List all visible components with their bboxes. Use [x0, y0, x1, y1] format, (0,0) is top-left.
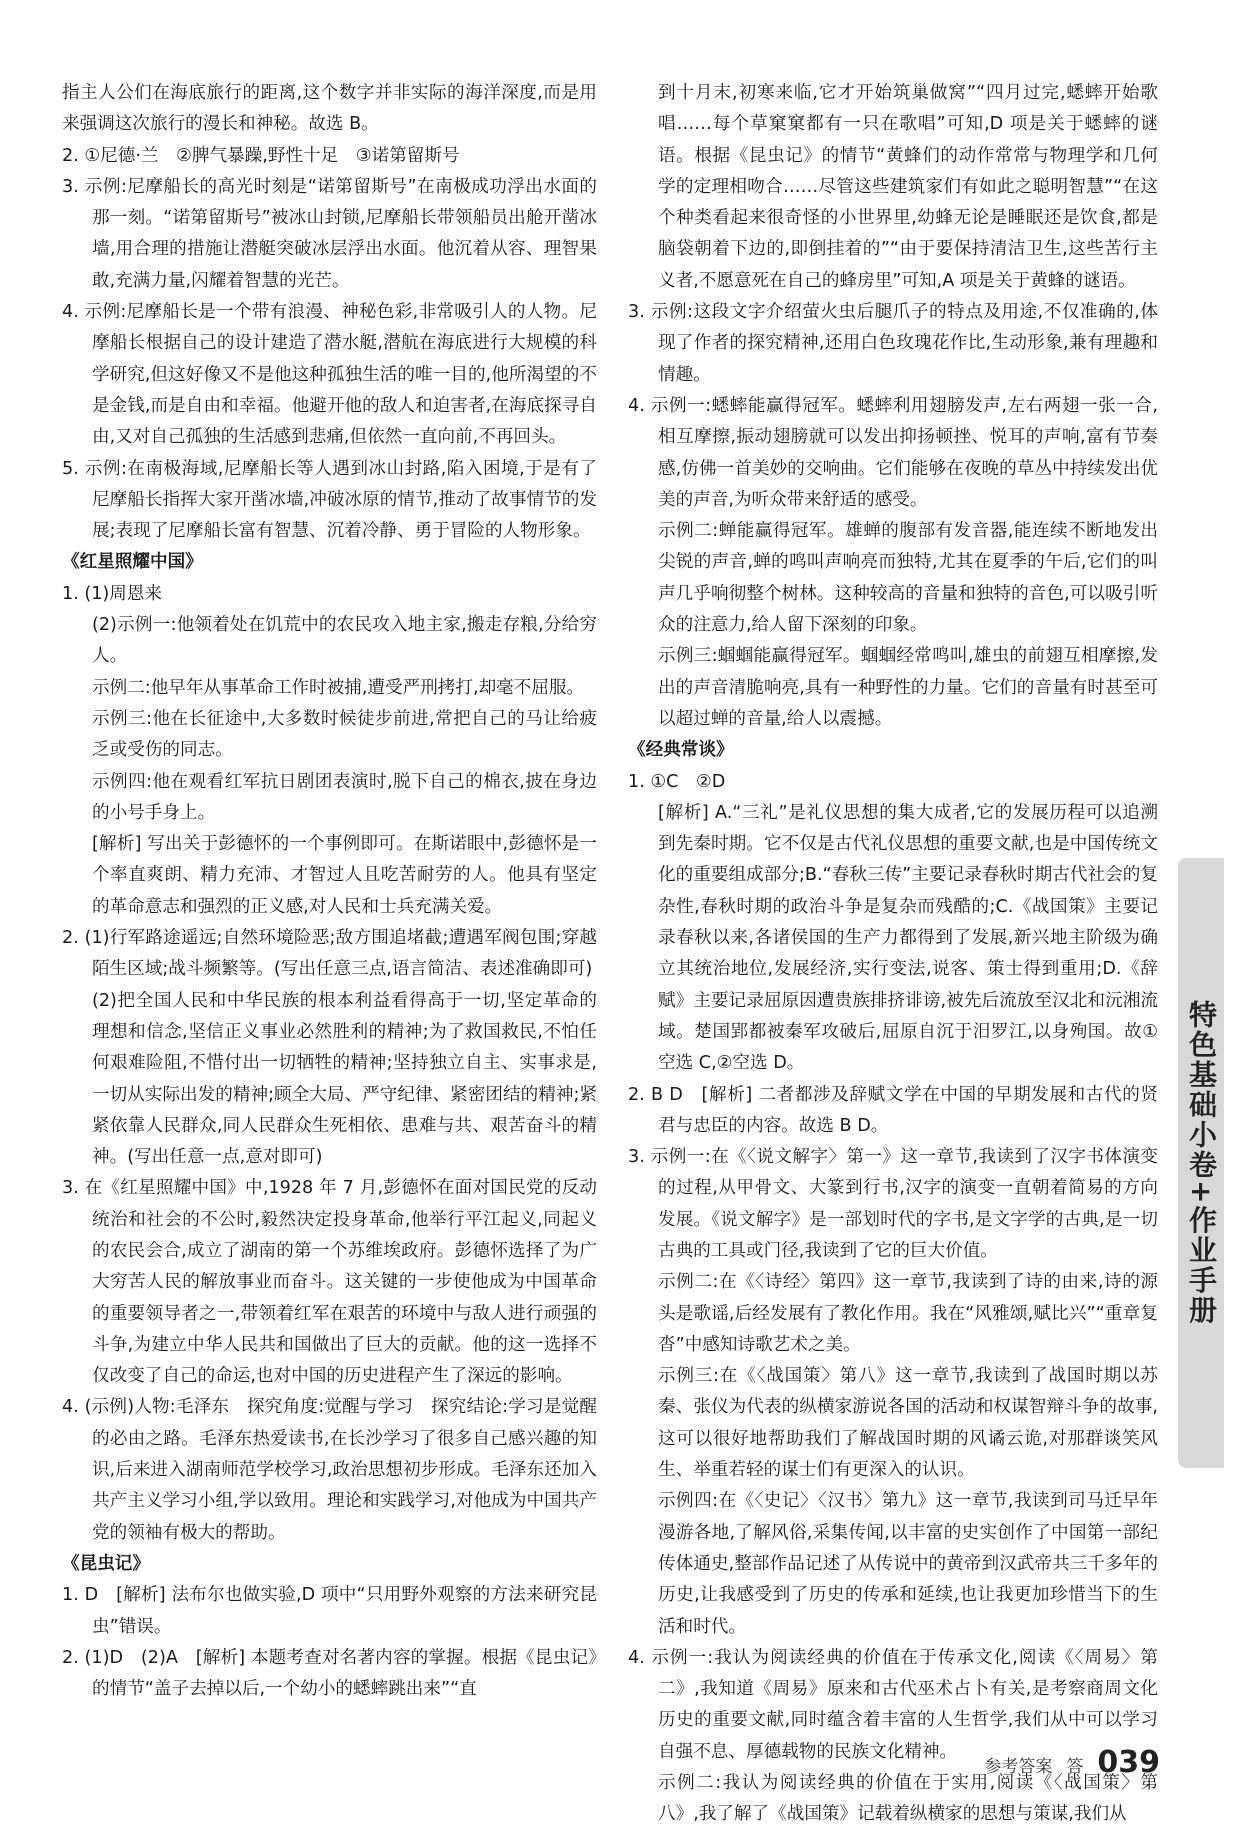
answer-item: 3. 在《红星照耀中国》中,1928 年 7 月,彭德怀在面对国民党的反动统治和社会的不公时,毅然决定投身革命,他举行平江起义,同起义的农民会合,成立了湖南的第一个苏维埃政府。彭德怀选择了为广大穷苦人民的解放事业而奋斗。这关键的一步使他成为中国革命的重要领导者之一,带领着红军在艰苦的环境中与敌人进行顽强的斗争,为建立中华人民共和国做出了巨大的贡献。他的这一选择不仅改变了自己的命运,也对中国的历史进程产生了深远的影响。 [62, 1178, 597, 1387]
answer-item: 4. 示例:尼摩船长是一个带有浪漫、神秘色彩,非常吸引人的人物。尼摩船长根据自己的设计建造了潜水艇,潜航在海底进行大规模的科学研究,但这好像又不是他这种孤独生活的唯一目的,他所渴望的不是金钱,而是自由和幸福。他避开他的敌人和迫害者,在海底探寻自由,又对自己孤独的生活感到悲痛,但依然一直向前,不再回头。 [62, 302, 597, 448]
answer-text: 示例四:他在观看红军抗日剧团表演时,脱下自己的棉衣,披在身边的小号手身上。 [92, 771, 597, 823]
answer-item: 3. 示例:这段文字介绍萤火虫后腿爪子的特点及用途,不仅准确的,体现了作者的探究精神,还用白色玫瑰花作比,生动形象,兼有理趣和情趣。 [628, 302, 1158, 385]
answer-text: [解析] A.“三礼”是礼仪思想的集大成者,它的发展历程可以追溯到先秦时期。它不仅是古代礼仪思想的重要文献,也是中国传统文化的重要组成部分;B.“春秋三传”主要记录春秋时期古代社会的复杂性,春秋时期的政治斗争是复杂而残酷的;C.《战国策》主要记录春秋以来,各诸侯国的生产力都得到了发展,新兴地主阶级为确立其统治地位,发展经济,实行变法,说客、策士得到重用;D.《辞赋》主要记录屈原因遭贵族排挤诽谤,被先后流放至汉北和沅湘流域。楚国郢都被秦军攻破后,屈原自沉于汨罗江,以身殉国。故①空选 C,②空选 D。 [658, 802, 1158, 1074]
answer-item: 4. (示例)人物:毛泽东 探究角度:觉醒与学习 探究结论:学习是觉醒的必由之路。毛泽东热爱读书,在长沙学习了很多自己感兴趣的知识,后来进入湖南师范学校学习,政治思想初步形成。毛泽东还加入共产主义学习小组,学以致用。理论和实践学习,对他成为中国共产党的领袖有极大的帮助。 [62, 1397, 597, 1543]
answer-text: 示例四:在《〈史记〉〈汉书〉第九》这一章节,我读到司马迁早年漫游各地,了解风俗,采集传闻,以丰富的史实创作了中国第一部纪传体通史,整部作品记述了从传说中的黄帝到汉武帝共三千多年的历史,让我感受到了历史的传承和延续,也让我更加珍惜当下的生活和时代。 [658, 1491, 1158, 1637]
answer-text: 示例二:他早年从事革命工作时被捕,遭受严刑拷打,却毫不屈服。 [92, 677, 585, 698]
answer-item: 1. ①C ②D [628, 771, 726, 792]
answer-text: 示例三:蝈蝈能赢得冠军。蝈蝈经常鸣叫,雄虫的前翅互相摩擦,发出的声音清脆响亮,具有一种野性的力量。它们的音量有时甚至可以超过蝉的音量,给人以震撼。 [658, 646, 1158, 729]
section-heading: 《昆虫记》 [62, 1553, 150, 1574]
answer-item: 2. (1)D (2)A [解析] 本题考查对名著内容的掌握。根据《昆虫记》的情节“盖子去掉以后,一个幼小的蟋蟀跳出来”“直 [62, 1647, 597, 1700]
answer-item: 3. 示例一:在《〈说文解字〉第一》这一章节,我读到了汉字书体演变的过程,从甲骨文、大篆到行书,汉字的演变一直朝着简易的方向发展。《说文解字》是一部划时代的字书,是文字学的古典,是一切古典的工具或门径,我读到了它的巨大价值。 [628, 1147, 1158, 1261]
answer-text: 示例二:我认为阅读经典的价值在于实用,阅读《〈战国策〉第八》,我了解了《战国策》记载着纵横家的思想与策谋,我们从 [658, 1773, 1158, 1825]
side-tab [1178, 858, 1224, 1468]
answer-text: 示例二:蝉能赢得冠军。雄蝉的腹部有发音器,能连续不断地发出尖锐的声音,蝉的鸣叫声响亮而独特,尤其在夏季的午后,它们的叫声几乎响彻整个树林。这种较高的音量和独特的音色,可以吸引听众的注意力,给人留下深刻的印象。 [658, 521, 1158, 636]
answer-text: 示例三:在《〈战国策〉第八》这一章节,我读到了战国时期以苏秦、张仪为代表的纵横家游说各国的活动和权谋智辩斗争的故事,这可以很好地帮助我们了解战国时期的风谲云诡,对那群谈笑风生、举重若轻的谋士们有更深入的认识。 [658, 1366, 1158, 1481]
answer-text: 指主人公们在海底旅行的距离,这个数字并非实际的海洋深度,而是用来强调这次旅行的漫长和神秘。故选 B。 [62, 83, 597, 135]
left-column [62, 78, 597, 1705]
right-column [628, 78, 1158, 1831]
answer-text: [解析] 写出关于彭德怀的一个事例即可。在斯诺眼中,彭德怀是一个率直爽朗、精力充沛、才智过人且吃苦耐劳的人。他具有坚定的革命意志和强烈的正义感,对人民和士兵充满关爱。 [92, 834, 597, 917]
footer-prefix: 答 [1066, 1757, 1084, 1777]
answer-item: 1. D [解析] 法布尔也做实验,D 项中“只用野外观察的方法来研究昆虫”错误。 [62, 1585, 597, 1637]
answer-text: 到十月末,初寒来临,它才开始筑巢做窝”“四月过完,蟋蟀开始歌唱……每个草窠窠都有一只在歌唱”可知,D 项是关于蟋蟀的谜语。根据《昆虫记》的情节“黄蜂们的动作常常与物理学和几何学的定理相吻合……尽管这些建筑家们有如此之聪明智慧”“在这个种类看起来很奇怪的小世界里,幼蜂无论是睡眠还是饮食,都是脑袋朝着下边的,即倒挂着的”“由于要保持清洁卫生,这些苦行主义者,不愿意死在自己的蜂房里”可知,A 项是关于黄蜂的谜语。 [658, 83, 1158, 291]
answer-item: 4. 示例一:蟋蟀能赢得冠军。蟋蟀利用翅膀发声,左右两翅一张一合,相互摩擦,振动翅膀就可以发出抑扬顿挫、悦耳的声响,富有节奏感,仿佛一首美妙的交响曲。它们能够在夜晚的草丛中持续发出优美的声音,为听众带来舒适的感受。 [628, 395, 1158, 510]
answer-text: (2)把全国人民和中华民族的根本利益看得高于一切,坚定革命的理想和信念,坚信正义事业必然胜利的精神;为了救国救民,不怕任何艰难险阻,不惜付出一切牺牲的精神;坚持独立自主、实事求是,一切从实际出发的精神;顾全大局、严守纪律、紧密团结的精神;紧紧依靠人民群众,同人民群众生死相依、患难与共、艰苦奋斗的精神。(写出任意一点,意对即可) [92, 990, 597, 1168]
answer-item: 4. 示例一:我认为阅读经典的价值在于传承文化,阅读《〈周易〉第二》,我知道《周易》原来和古代巫术占卜有关,是考察商周文化历史的重要文献,同时蕴含着丰富的人生哲学,我们从中可以学习自强不息、厚德载物的民族文化精神。 [628, 1647, 1158, 1762]
page-footer [984, 1745, 1160, 1780]
answer-item: 1. (1)周恩来 [62, 583, 163, 604]
answer-item: 2. (1)行军路途遥远;自然环境险恶;敌方围追堵截;遭遇军阀包围;穿越陌生区域;战斗频繁等。(写出任意三点,语言简洁、表述准确即可) [62, 928, 597, 980]
answer-item: 2. B D [解析] 二者都涉及辞赋文学在中国的早期发展和古代的贤君与忠臣的内容。故选 B D。 [628, 1084, 1158, 1136]
section-heading: 《经典常谈》 [628, 740, 734, 761]
footer-label: 参考答案 [984, 1757, 1053, 1777]
section-heading: 《红星照耀中国》 [62, 552, 203, 573]
answer-item: 5. 示例:在南极海域,尼摩船长等人遇到冰山封路,陷入困境,于是有了尼摩船长指挥大家开凿冰墙,冲破冰原的情节,推动了故事情节的发展;表现了尼摩船长富有智慧、沉着冷静、勇于冒险的人物形象。 [62, 458, 597, 542]
answer-item: 2. ①尼德·兰 ②脾气暴躁,野性十足 ③诺第留斯号 [62, 145, 460, 166]
side-tab-label: 特色基础小卷+作业手册 [1185, 1000, 1218, 1326]
answer-item: 3. 示例:尼摩船长的高光时刻是“诺第留斯号”在南极成功浮出水面的那一刻。“诺第留斯号”被冰山封锁,尼摩船长带领船员出舱开凿冰墙,用合理的措施让潜艇突破冰层浮出水面。他沉着从容、理智果敢,充满力量,闪耀着智慧的光芒。 [62, 176, 597, 291]
page-number: 039 [1097, 1745, 1160, 1780]
answer-text: 示例二:在《〈诗经〉第四》这一章节,我读到了诗的由来,诗的源头是歌谣,后经发展有了教化作用。我在“风雅颂,赋比兴”“重章复沓”中感知诗歌艺术之美。 [658, 1272, 1158, 1355]
answer-text: 示例三:他在长征途中,大多数时候徒步前进,常把自己的马让给疲乏或受伤的同志。 [92, 708, 597, 761]
answer-text: (2)示例一:他领着处在饥荒中的农民攻入地主家,搬走存粮,分给穷人。 [92, 615, 597, 667]
